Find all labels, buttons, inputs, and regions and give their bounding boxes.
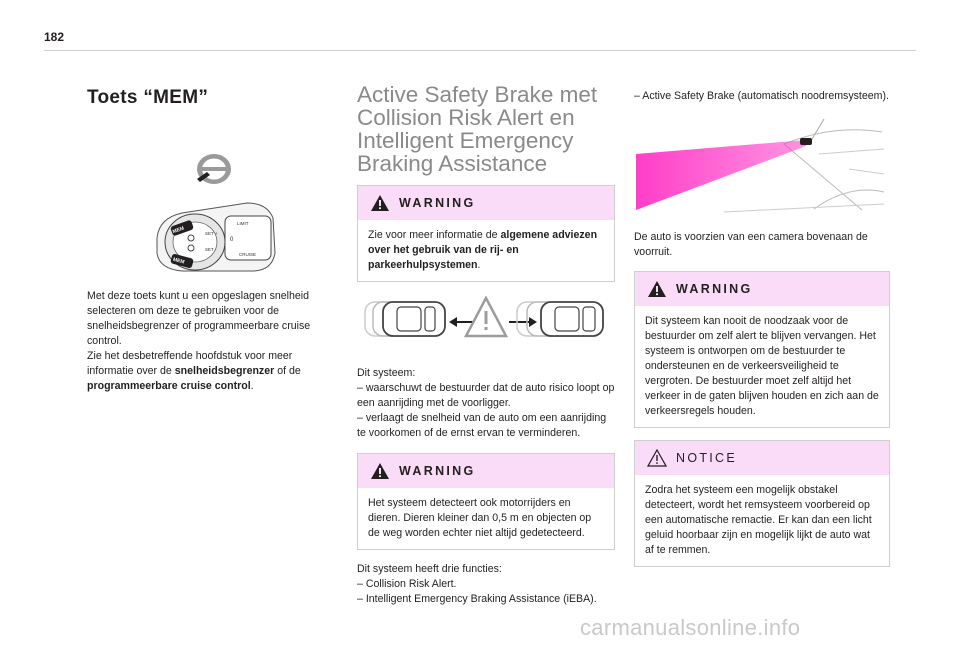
page-number: 182 [44,30,65,44]
warning-triangle-icon [370,462,390,480]
warning-triangle-icon [647,280,667,298]
notice-header [635,441,889,475]
mem-description [87,289,335,394]
cruise-label: CRUISE [239,252,257,257]
camera-text: De auto is voorzien van een camera bovenaan de voorruit. [634,231,868,258]
warning-triangle-icon [370,194,390,212]
set-plus-label: SET + [205,231,218,236]
mem-paragraph-1: Met deze toets kunt u een opgeslagen snelheid selecteren om deze te gebruiken voor de snelheidsbegrenzer of programmeerbare cruise control. [87,290,311,347]
warning-label-3: WARNING [676,282,753,296]
right-column [634,80,890,567]
notice-box [634,440,890,567]
windshield-camera-illustration [634,114,890,224]
warning-header-3 [635,272,889,306]
functions-intro: Dit systeem heeft drie functies: [357,563,502,575]
system-bullet-2: – verlaagt de snelheid van de auto om een aanrijding te voorkomen of de ernst ervan te verminderen. [357,412,607,439]
camera-beam [636,140,806,210]
notice-body [635,475,889,566]
warning1-text-post: . [477,259,481,271]
function-2: – Intelligent Emergency Braking Assistance (iEBA). [357,593,597,605]
mem-mid: of de [274,365,301,377]
header-rule [44,50,916,51]
notice-text: Zodra het systeem een mogelijk obstakel detecteert, wordt het remsysteem voorbereid op een automatische remactie. Er kan dan een licht geluid hoorbaar zijn en mogelijk lijkt de auto wat af te remmen. [645,484,872,556]
warning-label-1: WARNING [399,196,476,210]
section-title-active-safety-brake: Active Safety Brake met Collision Risk Alert en Intelligent Emergency Braking Assistance [357,82,598,176]
system-bullet-1: – waarschuwt de bestuurder dat de auto risico loopt op een aanrijding met de voorligger. [357,382,615,409]
rear-car-icon [365,302,445,336]
collision-illustration [357,296,615,346]
set-minus-label: SET - [205,247,217,252]
warning-box-3 [634,271,890,428]
warning-header-2 [358,454,614,488]
middle-column [357,80,615,607]
mem-label-bottom: MEM [172,256,186,266]
section-title-mem: Toets “MEM” [87,87,209,108]
warning1-text-pre: Zie voor meer informatie de [368,229,501,241]
limit-label: LIMIT [237,221,249,226]
arrow-right-icon [509,317,537,327]
warning2-text: Het systeem detecteert ook motorrijders en dieren. Dieren kleiner dan 0,5 m en objecten op de weg worden echter niet altijd gedetecteerd. [368,497,592,539]
steering-stalk-illustration [87,123,335,283]
stalk-control [157,203,275,271]
warning-body-2 [358,488,614,549]
warning3-text: Dit systeem kan nooit de noodzaak voor de bestuurder om zelf alert te blijven vervangen. Het systeem is ontworpen om de bestuurder te ondersteunen en de verkeersveiligheid te vergroten. De bestuurder moet zelf altijd het verkeer in de gaten blijven houden en zich aan de verkeersregels houden. [645,315,879,417]
warning-box-1 [357,185,615,282]
steering-wheel-icon [197,154,231,184]
warning-body-3 [635,306,889,427]
warning-body-1 [358,220,614,281]
warning-label-2: WARNING [399,464,476,478]
notice-triangle-icon [647,449,667,467]
notice-label: NOTICE [676,451,738,465]
danger-triangle-icon [466,298,506,336]
function-1: – Collision Risk Alert. [357,578,457,590]
watermark: carmanualsonline.info [580,615,801,640]
mem-end: . [250,380,254,392]
mem-bold-cruise-control: programmeerbare cruise control [87,380,251,392]
system-intro: Dit systeem: [357,367,416,379]
warning-box-2 [357,453,615,550]
warning-header-1 [358,186,614,220]
left-column [87,80,335,394]
function-3: – Active Safety Brake (automatisch noodremsysteem). [634,90,889,102]
warning1-text-bold: algemene adviezen over het gebruik van de rij- en parkeerhulpsystemen [368,229,598,271]
mem-label-top: MEM [171,225,185,236]
camera-icon [800,138,812,145]
mem-bold-speed-limiter: snelheidsbegrenzer [174,365,275,377]
mem-paragraph-2: Zie het desbetreffende hoofdstuk voor meer informatie over de [87,350,293,377]
zero-label: 0 [230,237,234,243]
